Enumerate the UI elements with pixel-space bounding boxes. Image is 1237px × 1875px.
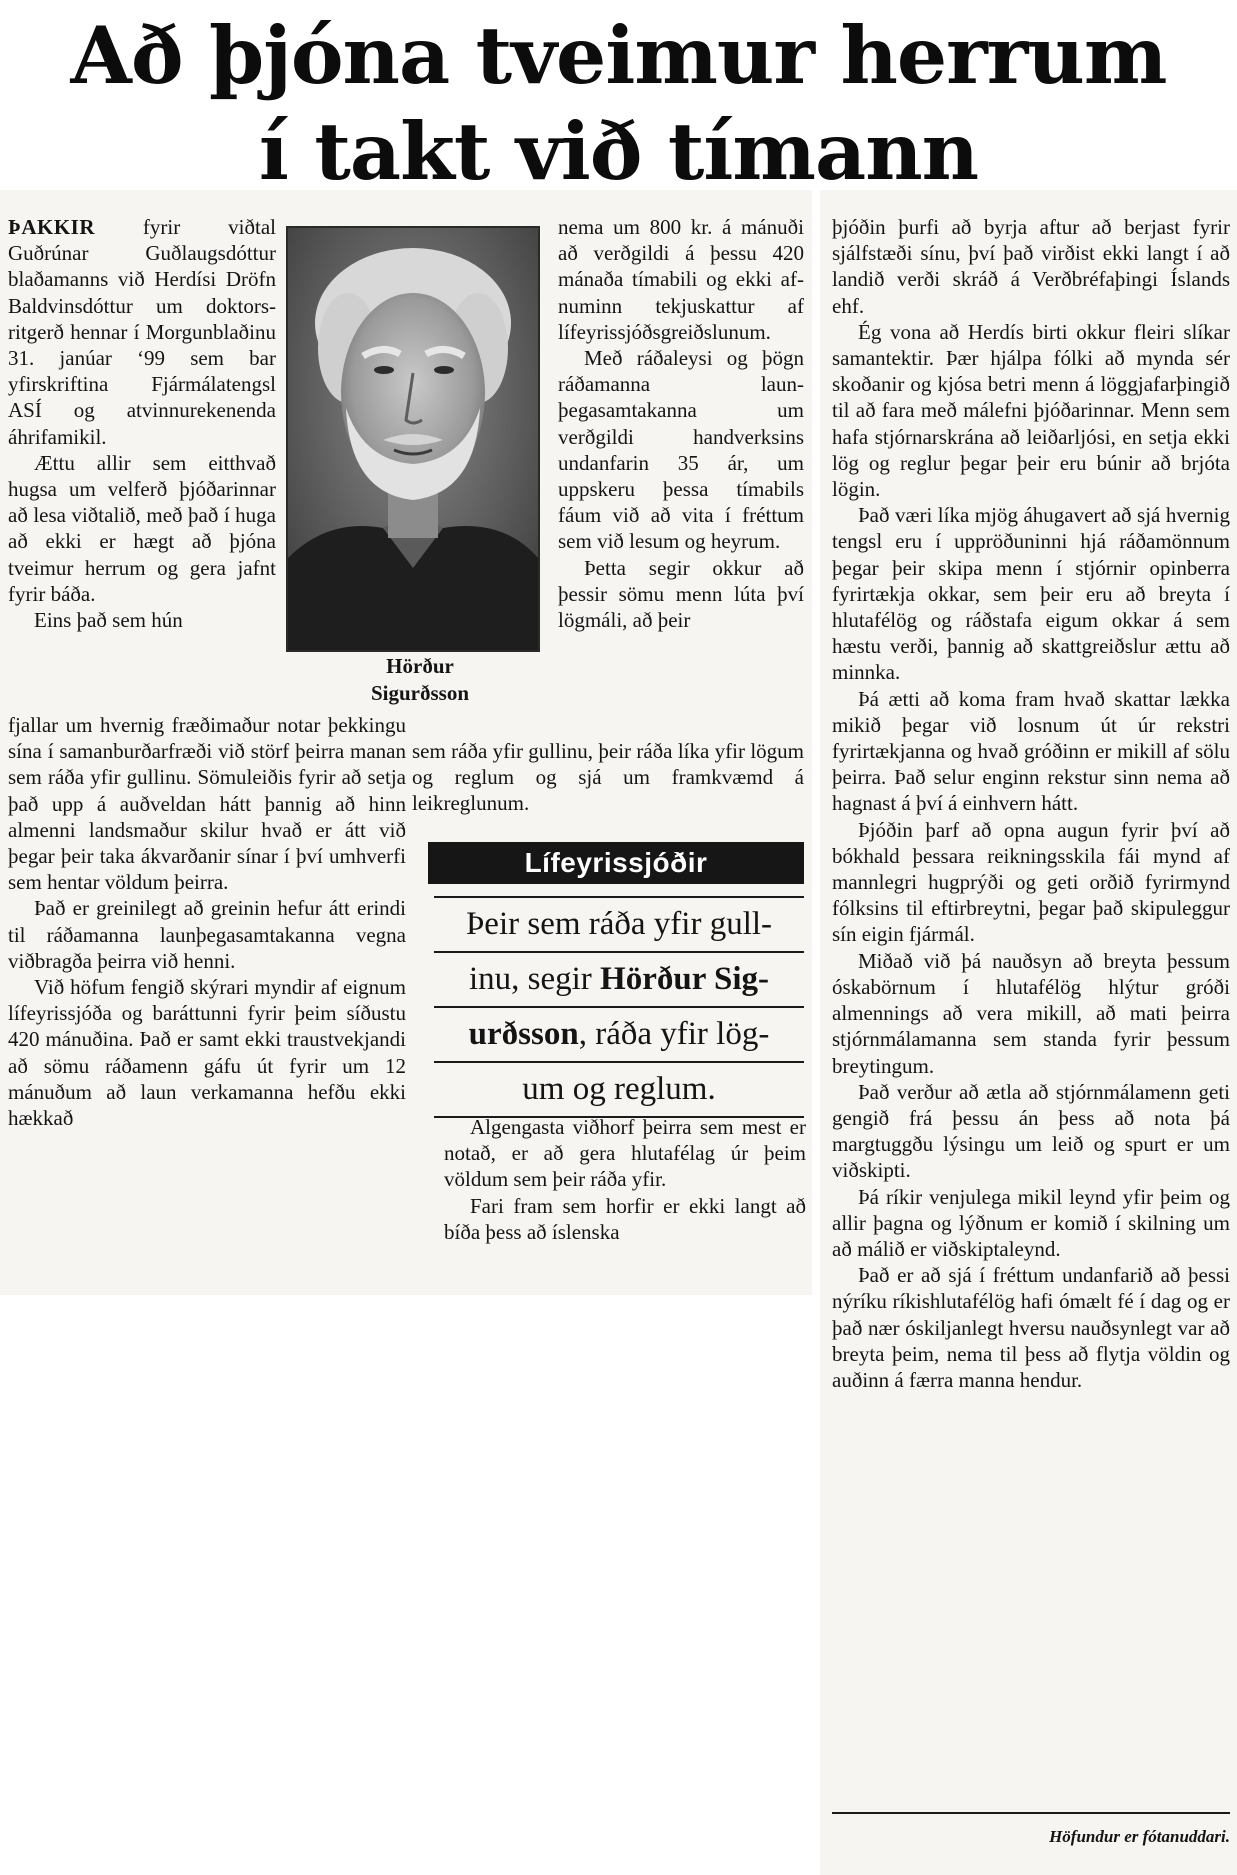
caption-last-name: Sigurðsson — [370, 681, 470, 705]
paragraph-text: fyrir viðtal Guðrúnar Guðlaugsdóttur blaðamanns við Herdísi Dröfn Baldvinsdóttur um doktorsritgerð hennar í Morgunblaðinu 31. janúar ‘99 sem bar yfirskriftina Fjármálatengsl ASÍ og atvinnurekenenda áhrifamikil. — [8, 215, 276, 449]
pull-quote-line: um og reglum. — [434, 1063, 804, 1118]
caption-first-name: Hörður — [386, 654, 454, 678]
paragraph: Ég vona að Herdís birti okkur fleiri slíkar samantektir. Þær hjálpa fólki að mynda sér skoðanir og kjósa betri menn á löggjafarþingið til að fara með málefni þjóðarinnar. Menn sem hafa stjórnarskrána að leiðarljósi, en setja ekki lög og reglur þegar þeir eru búnir að brjóta lögin. — [832, 319, 1230, 502]
column-b — [558, 214, 804, 633]
paragraph: Það er að sjá í fréttum undanfarið að þessi nýríku ríkishlutafélög hafi ómælt fé í dag og er það nær óskiljanlegt hversu nauðsynlegt var að breyta þeim, nema til þess að flytja völdin og auðinn á færra manna hendur. — [832, 1263, 1230, 1392]
paragraph: nema um 800 kr. á mánuði að verðgildi á þessu 420 mánaða tímabili og ekki afnuminn tekjuskattur af lífeyrissjóðsgreiðslunum. — [558, 215, 804, 344]
author-byline: Höfundur er fótanuddari. — [1049, 1827, 1230, 1846]
paragraph: Það væri líka mjög áhugavert að sjá hvernig tengsl eru í uppröðuninni hjá ráðamönnum þegar þeir skipa menn í stjórnir opinberra fyrirtækja okkar, sem þeir eru að breyta í hlutafélög og ráðstafa eigum okkar á sem hæstu verði, þannig að skattgreiðslur ættu að minnka. — [832, 503, 1230, 685]
section-heading: Lífeyrissjóðir — [428, 842, 804, 884]
paragraph: Þá ætti að koma fram hvað skattar lækka mikið þegar við losnum út úr rekstri fyrirtækjanna og hvað gróðinn er mikill af sölu þeirra. Það selur enginn rekstur sinn nema að hagnast á því á einhvern hátt. — [832, 686, 1230, 816]
paragraph: Það er greinilegt að greinin hefur átt erindi til ráðamanna launþegasamtakanna vegna viðbragða þeirra við henni. — [8, 896, 406, 973]
paragraph: þjóðin þurfi að byrja aftur að berjast fyrir sjálfstæði sínu, því það virðist ekki langt í að landið verði skráð á Verðbréfaþingi Íslands ehf. — [832, 215, 1230, 318]
portrait-image — [288, 228, 538, 650]
headline-line-2: í takt við tímann — [258, 105, 979, 198]
paragraph: Það verður að ætla að stjórnmálamenn geti gengið frá þessu án þess að nota þá margtuggðu lýsingu um leið og spurt er um viðskipti. — [832, 1079, 1230, 1183]
paragraph: fjallar um hvernig fræðimaður notar þekkingu sína í samanburðarfræði við störf þeirra manan sem ráða yfir gullinu. Sömuleiðis fyrir að setja það upp á auðveldan hátt þannig að hinn almenni landsmaður skilur hvað er átt við þegar þeir taka ákvarðanir sínar í því umhverfi sem hentar völdum þeirra. — [8, 713, 406, 895]
paragraph: Fari fram sem horfir er ekki langt að bíða þess að íslenska — [444, 1193, 806, 1244]
pull-quote-text: , ráða yfir lög- — [578, 1016, 770, 1052]
paragraph: sem ráða yfir gullinu, þeir ráða líka yfir lögum og reglum og sjá um framkvæmd á leikreglunum. — [412, 739, 804, 816]
pull-quote-line — [434, 953, 804, 1008]
pull-quote-text: inu, segir — [468, 961, 601, 997]
column-a-continued — [8, 712, 406, 1131]
headline-line-1: Að þjóna tveimur herrum — [70, 9, 1167, 102]
column-a — [8, 214, 276, 633]
paragraph: Þá ríkir venjulega mikil leynd yfir þeim og allir þagna og lýðnum er komið í skilning um að málið er viðskiptaleynd. — [832, 1184, 1230, 1261]
pull-quote — [434, 896, 804, 1118]
paragraph: Þjóðin þarf að opna augun fyrir því að bókhald þessara reikningsskila fái mynd af mannlegri hugprýði og geti orðið fyrirmynd fólksins til eftirbreytni, þegar það skipuleggur sín eigin fjármál. — [832, 817, 1230, 947]
headline — [0, 8, 1237, 200]
pull-quote-line: Þeir sem ráða yfir gull- — [434, 898, 804, 953]
lead-word: ÞAKKIR — [8, 215, 95, 239]
photo-caption — [330, 653, 510, 707]
pull-quote-author: urðsson — [468, 1016, 579, 1052]
paragraph: Við höfum fengið skýrari myndir af eignum lífeyrissjóða og baráttunni fyrir þeim síðustu 420 mánuðina. Það er samt ekki traustvekjandi að sömu ráðamenn gáfu út fyrir um 12 mánuðum að laun verkamanna hefðu ekki hækkað — [8, 975, 406, 1131]
author-photo — [286, 226, 540, 652]
paragraph: Miðað við þá nauðsyn að breyta þessum óskabörnum í hlutafélög hlýtur gróði almennings að vera mikill, að mati þeirra stjórnmálamanna sem standa fyrir þessum breytingum. — [832, 948, 1230, 1078]
pull-quote-line — [434, 1008, 804, 1063]
paragraph: Algengasta viðhorf þeirra sem mest er notað, er að gera hlutafélag úr þeim völdum sem þeir ráða yfir. — [444, 1115, 806, 1192]
footer-divider — [832, 1812, 1230, 1814]
paragraph: Eins það sem hún — [34, 608, 183, 633]
paragraph: Ættu allir sem eitthvað hugsa um velferð þjóðarinnar að lesa viðtalið, með það í huga að ekki er hægt að þjóna tveimur herrum og gera jafnt fyrir báða. — [8, 450, 276, 606]
pull-quote-author: Hörður Sig- — [600, 961, 770, 997]
paragraph: Með ráðaleysi og þögn ráðamanna launþegasamtakanna um verðgildi handverksins undanfarin 35 ár, um uppskeru þessa tímabils fáum við að vita í fréttum sem við lesum og heyrum. — [558, 346, 804, 554]
paragraph: Þetta segir okkur að þessir sömu menn lúta því lögmáli, að þeir — [558, 555, 804, 633]
column-b-lower — [444, 1114, 806, 1245]
column-b-continued — [412, 738, 804, 817]
paragraph — [8, 214, 276, 450]
column-c — [832, 214, 1230, 1393]
